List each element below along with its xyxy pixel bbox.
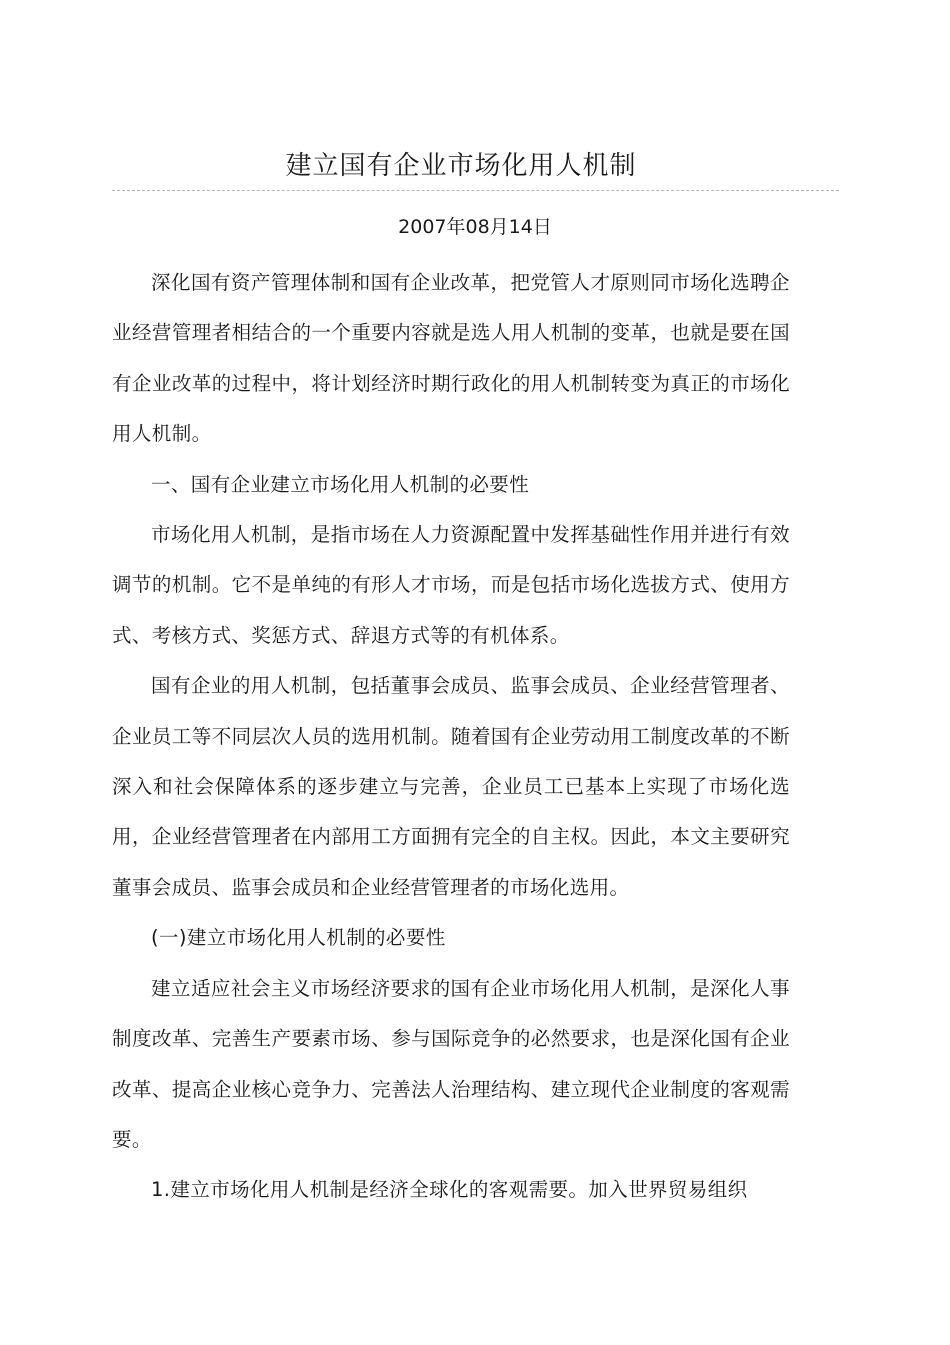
paragraph-point-1: 1.建立市场化用人机制是经济全球化的客观需要。加入世界贸易组织: [151, 1178, 748, 1202]
subsection-heading-1: (一)建立市场化用人机制的必要性: [151, 926, 446, 950]
title-divider: [112, 190, 839, 191]
paragraph-definition: 市场化用人机制，是指市场在人力资源配置中发挥基础性作用并进行有效调节的机制。它不是单纯的有形人才市场，而是包括市场化选拔方式、使用方式、考核方式、奖惩方式、辞退方式等的有机体系。: [112, 523, 790, 647]
paragraph-scope: 国有企业的用人机制，包括董事会成员、监事会成员、企业经营管理者、企业员工等不同层次人员的选用机制。随着国有企业劳动用工制度改革的不断深入和社会保障体系的逐步建立与完善，企业员工已基本上实现了市场化选用，企业经营管理者在内部用工方面拥有完全的自主权。因此，本文主要研究董事会成员、监事会成员和企业经营管理者的市场化选用。: [112, 674, 790, 899]
article-body: [112, 258, 790, 1216]
paragraph-necessity: 建立适应社会主义市场经济要求的国有企业市场化用人机制，是深化人事制度改革、完善生产要素市场、参与国际竞争的必然要求，也是深化国有企业改革、提高企业核心竞争力、完善法人治理结构、建立现代企业制度的客观需要。: [112, 976, 790, 1151]
publish-date: 2007年08月14日: [398, 216, 552, 238]
section-heading-1: 一、国有企业建立市场化用人机制的必要性: [151, 472, 530, 496]
document-title: 建立国有企业市场化用人机制: [285, 151, 637, 181]
paragraph-intro: 深化国有资产管理体制和国有企业改革，把党管人才原则同市场化选聘企业经营管理者相结合的一个重要内容就是选人用人机制的变革，也就是要在国有企业改革的过程中，将计划经济时期行政化的用人机制转变为真正的市场化用人机制。: [112, 271, 790, 446]
